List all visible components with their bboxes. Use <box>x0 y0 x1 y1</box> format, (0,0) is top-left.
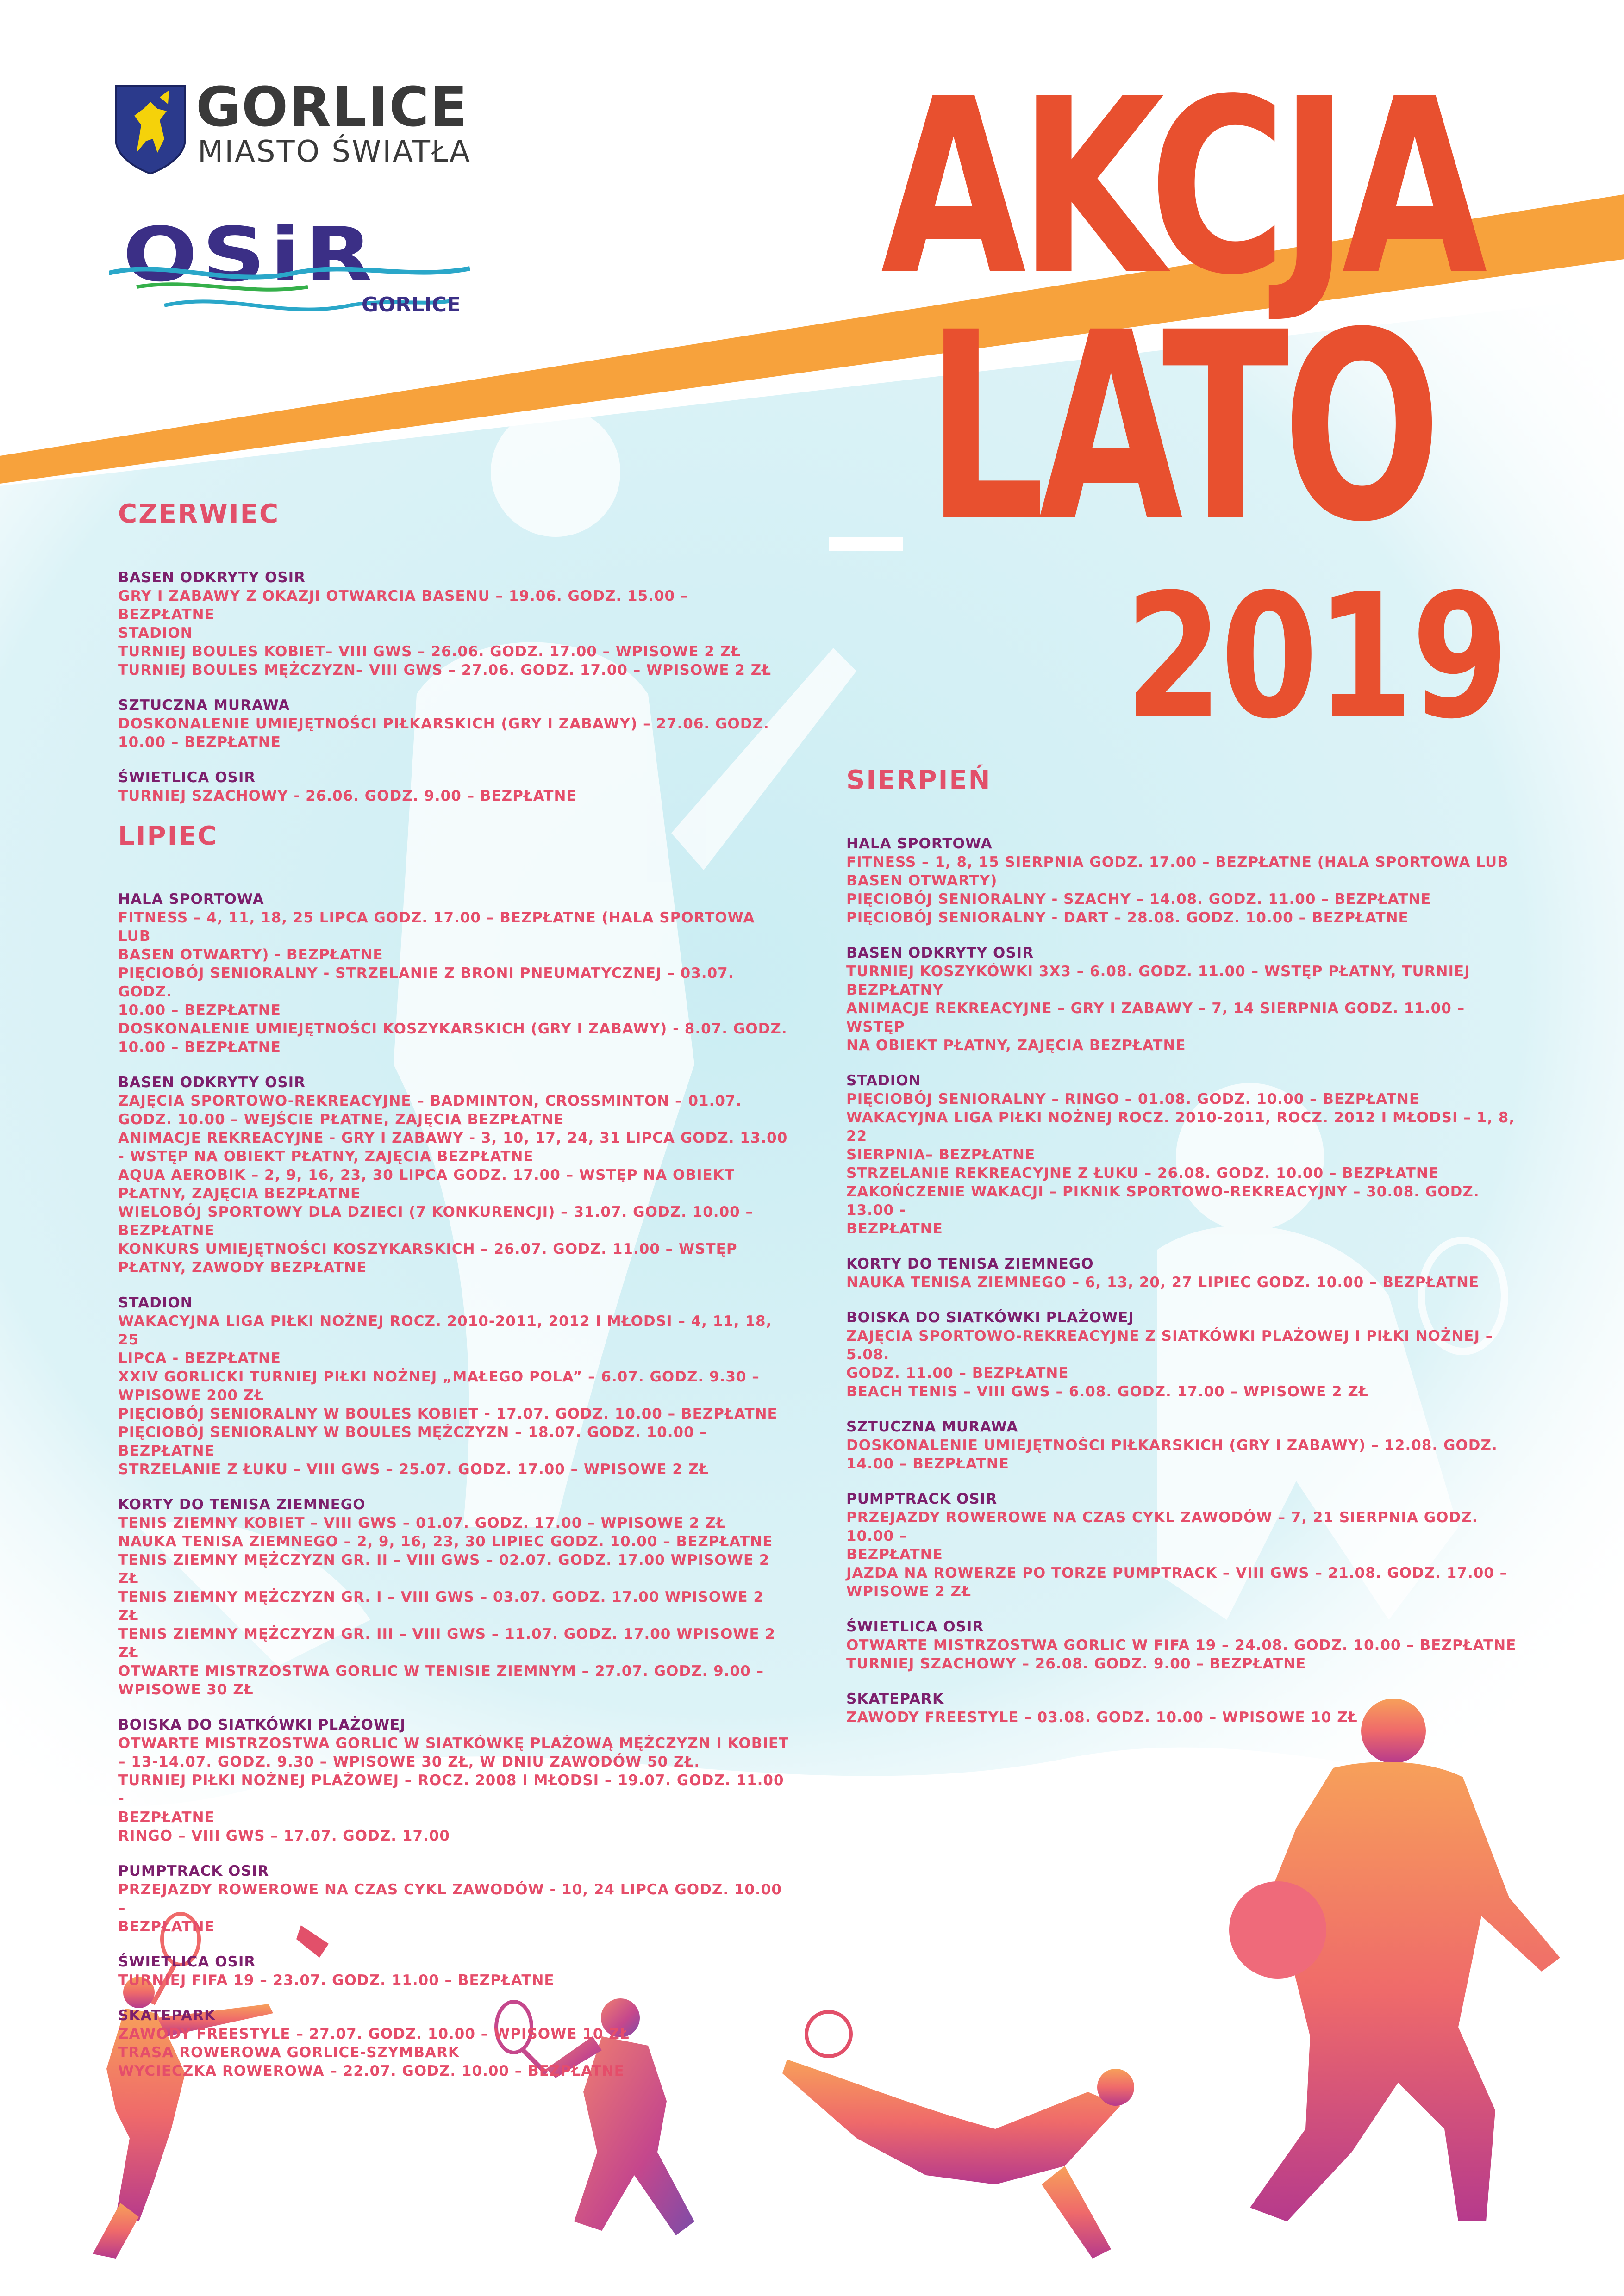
venue-block <box>846 1308 1527 1401</box>
osir-logo <box>109 211 470 319</box>
venue-heading: HALA SPORTOWA <box>118 891 264 908</box>
event-line: WPISOWE 30 ZŁ <box>118 1681 254 1699</box>
event-line: ZAJĘCIA SPORTOWO-REKREACYJNE – BADMINTON, CROSSMINTON – 01.07. <box>118 1093 742 1110</box>
event-line: WAKACYJNA LIGA PIŁKI NOŻNEJ ROCZ. 2010-2011, ROCZ. 2012 I MŁODSI – 1, 8, 22 <box>846 1109 1515 1145</box>
event-line: DOSKONALENIE UMIEJĘTNOŚCI KOSZYKARSKICH (GRY I ZABAWY) - 8.07. GODZ. <box>118 1020 787 1038</box>
venue-block <box>118 1294 789 1479</box>
venue-block <box>846 1690 1527 1727</box>
event-line: OTWARTE MISTRZOSTWA GORLIC W TENISIE ZIEMNYM – 27.07. GODZ. 9.00 – <box>118 1663 764 1680</box>
venue-block <box>118 1073 789 1277</box>
schedule-left-column <box>118 500 789 2097</box>
venue-heading: ŚWIETLICA OSIR <box>846 1618 984 1635</box>
event-line: WYCIECZKA ROWEROWA – 22.07. GODZ. 10.00 – BEZPŁATNE <box>118 2063 625 2080</box>
event-line: PŁATNY, ZAJĘCIA BEZPŁATNE <box>118 1185 361 1202</box>
lipiec-sections <box>118 890 789 2080</box>
venue-heading: KORTY DO TENISA ZIEMNEGO <box>846 1255 1094 1272</box>
headline-year: 2019 <box>1125 558 1507 757</box>
event-line: NAUKA TENISA ZIEMNEGO – 6, 13, 20, 27 LIPIEC GODZ. 10.00 – BEZPŁATNE <box>846 1274 1480 1291</box>
event-line: TURNIEJ SZACHOWY – 26.08. GODZ. 9.00 – BEZPŁATNE <box>846 1655 1306 1672</box>
event-line: TURNIEJ FIFA 19 – 23.07. GODZ. 11.00 – BEZPŁATNE <box>118 1972 555 1989</box>
event-line: PIĘCIOBÓJ SENIORALNY W BOULES KOBIET - 17.07. GODZ. 10.00 – BEZPŁATNE <box>118 1406 778 1423</box>
event-line: JAZDA NA ROWERZE PO TORZE PUMPTRACK – VIII GWS – 21.08. GODZ. 17.00 – <box>846 1564 1508 1581</box>
event-line: 10.00 – BEZPŁATNE <box>118 1002 281 1019</box>
event-line: - WSTĘP NA OBIEKT PŁATNY, ZAJĘCIA BEZPŁATNE <box>118 1148 534 1165</box>
event-line: STADION <box>118 624 193 641</box>
osir-city: GORLICE <box>361 293 461 317</box>
venue-block <box>118 568 789 679</box>
gorlice-crest-icon <box>113 83 187 176</box>
venue-block <box>118 696 789 752</box>
czerwiec-sections <box>118 568 789 805</box>
event-line: TURNIEJ PIŁKI NOŻNEJ PLAŻOWEJ – ROCZ. 2008 I MŁODSI – 19.07. GODZ. 11.00 - <box>118 1772 784 1808</box>
event-line: 10.00 – BEZPŁATNE <box>118 1039 281 1056</box>
event-line: OTWARTE MISTRZOSTWA GORLIC W SIATKÓWKĘ PLAŻOWĄ MĘŻCZYZN I KOBIET <box>118 1735 789 1752</box>
event-line: PIĘCIOBÓJ SENIORALNY - SZACHY – 14.08. GODZ. 11.00 – BEZPŁATNE <box>846 890 1431 908</box>
event-line: ANIMACJE REKREACYJNE – GRY I ZABAWY – 7, 14 SIERPNIA GODZ. 11.00 – WSTĘP <box>846 1000 1465 1035</box>
event-line: BEZPŁATNE <box>118 1809 215 1826</box>
venue-heading: PUMPTRACK OSIR <box>118 1863 269 1880</box>
venue-block <box>118 2006 789 2080</box>
venue-heading: SZTUCZNA MURAWA <box>846 1418 1018 1435</box>
osir-wordmark: OSiR <box>123 211 377 299</box>
event-line: PRZEJAZDY ROWEROWE NA CZAS CYKL ZAWODÓW – 7, 21 SIERPNIA GODZ. 10.00 – <box>846 1509 1478 1544</box>
event-line: NAUKA TENISA ZIEMNEGO – 2, 9, 16, 23, 30 LIPIEC GODZ. 10.00 – BEZPŁATNE <box>118 1533 773 1550</box>
event-line: BEACH TENIS – VIII GWS – 6.08. GODZ. 17.00 – WPISOWE 2 ZŁ <box>846 1383 1368 1400</box>
event-line: ZAKOŃCZENIE WAKACJI – PIKNIK SPORTOWO-REKREACYJNY – 30.08. GODZ. 13.00 - <box>846 1183 1480 1219</box>
city-tagline: MIASTO ŚWIATŁA <box>198 135 471 169</box>
event-line: AQUA AEROBIK – 2, 9, 16, 23, 30 LIPCA GODZ. 17.00 – WSTĘP NA OBIEKT <box>118 1167 735 1184</box>
event-line: RINGO – VIII GWS – 17.07. GODZ. 17.00 <box>118 1828 450 1845</box>
event-line: TURNIEJ KOSZYKÓWKI 3X3 – 6.08. GODZ. 11.00 – WSTĘP PŁATNY, TURNIEJ <box>846 963 1470 980</box>
soccer-player <box>782 2012 1134 2259</box>
event-line: FITNESS – 1, 8, 15 SIERPNIA GODZ. 17.00 – BEZPŁATNE (HALA SPORTOWA LUB <box>846 853 1509 871</box>
event-line: BEZPŁATNE <box>118 1222 215 1239</box>
event-line: WIELOBÓJ SPORTOWY DLA DZIECI (7 KONKURENCJI) – 31.07. GODZ. 10.00 – <box>118 1204 754 1221</box>
venue-block <box>118 1495 789 1699</box>
venue-heading: SZTUCZNA MURAWA <box>118 697 290 714</box>
event-line: XXIV GORLICKI TURNIEJ PIŁKI NOŻNEJ „MAŁEGO POLA” – 6.07. GODZ. 9.30 – <box>118 1369 760 1386</box>
event-line: 14.00 – BEZPŁATNE <box>846 1455 1009 1472</box>
event-line: BEZPŁATNE <box>118 1443 215 1460</box>
venue-heading: SKATEPARK <box>846 1690 944 1707</box>
event-line: DOSKONALENIE UMIEJĘTNOŚCI PIŁKARSKICH (GRY I ZABAWY) – 27.06. GODZ. <box>118 715 769 732</box>
venue-heading: HALA SPORTOWA <box>846 835 993 852</box>
event-line: TENIS ZIEMNY MĘŻCZYZN GR. I – VIII GWS – 03.07. GODZ. 17.00 WPISOWE 2 ZŁ <box>118 1589 764 1624</box>
event-line: ZAWODY FREESTYLE – 27.07. GODZ. 10.00 – WPISOWE 10 ZŁ <box>118 2026 630 2043</box>
event-line: SIERPNIA– BEZPŁATNE <box>846 1146 1036 1163</box>
headline-lato: LATO <box>926 277 1435 579</box>
headline-akcja: AKCJA <box>881 47 1480 328</box>
event-line: STRZELANIE Z ŁUKU – VIII GWS – 25.07. GODZ. 17.00 – WPISOWE 2 ZŁ <box>118 1461 709 1478</box>
venue-heading: BOISKA DO SIATKÓWKI PLAŻOWEJ <box>846 1309 1134 1326</box>
venue-block <box>846 1418 1527 1473</box>
event-line: PIĘCIOBÓJ SENIORALNY W BOULES MĘŻCZYZN – 18.07. GODZ. 10.00 – <box>118 1424 707 1441</box>
venue-block <box>846 1490 1527 1601</box>
venue-block <box>846 834 1527 927</box>
venue-heading: BASEN ODKRYTY OSIR <box>118 569 306 586</box>
event-line: STRZELANIE REKREACYJNE Z ŁUKU – 26.08. GODZ. 10.00 – BEZPŁATNE <box>846 1164 1439 1182</box>
event-line: NA OBIEKT PŁATNY, ZAJĘCIA BEZPŁATNE <box>846 1037 1186 1054</box>
event-line: ZAJĘCIA SPORTOWO-REKREACYJNE Z SIATKÓWKI PLAŻOWEJ I PIŁKI NOŻNEJ – 5.08. <box>846 1327 1493 1363</box>
gorlice-logo <box>113 75 475 176</box>
event-line: BEZPŁATNE <box>118 1918 215 1935</box>
event-line: 10.00 – BEZPŁATNE <box>118 734 281 751</box>
event-line: TENIS ZIEMNY MĘŻCZYZN GR. II – VIII GWS – 02.07. GODZ. 17.00 WPISOWE 2 ZŁ <box>118 1552 770 1587</box>
event-line: TRASA ROWEROWA GORLICE-SZYMBARK <box>118 2044 460 2061</box>
event-line: – 13-14.07. GODZ. 9.30 – WPISOWE 30 ZŁ, W DNIU ZAWODÓW 50 ZŁ. <box>118 1754 700 1771</box>
month-title-czerwiec: CZERWIEC <box>118 499 280 529</box>
event-line: TURNIEJ SZACHOWY - 26.06. GODZ. 9.00 – BEZPŁATNE <box>118 787 577 804</box>
venue-block <box>118 890 789 1057</box>
venue-heading: ŚWIETLICA OSIR <box>118 769 256 786</box>
event-line: PIĘCIOBÓJ SENIORALNY - STRZELANIE Z BRONI PNEUMATYCZNEJ – 03.07. GODZ. <box>118 965 734 1001</box>
venue-heading: BOISKA DO SIATKÓWKI PLAŻOWEJ <box>118 1717 406 1734</box>
venue-heading: PUMPTRACK OSIR <box>846 1490 998 1507</box>
event-line: WPISOWE 200 ZŁ <box>118 1387 264 1404</box>
event-line: BEZPŁATNY <box>846 981 944 998</box>
venue-heading: BASEN ODKRYTY OSIR <box>846 944 1034 961</box>
event-line: TURNIEJ BOULES MĘŻCZYZN– VIII GWS – 27.06. GODZ. 17.00 – WPISOWE 2 ZŁ <box>118 661 772 678</box>
event-line: WAKACYJNA LIGA PIŁKI NOŻNEJ ROCZ. 2010-2011, 2012 I MŁODSI – 4, 11, 18, 25 <box>118 1313 772 1349</box>
event-line: PŁATNY, ZAWODY BEZPŁATNE <box>118 1259 367 1276</box>
venue-block <box>846 944 1527 1055</box>
event-line: BASEN OTWARTY) - BEZPŁATNE <box>118 946 383 964</box>
venue-heading: STADION <box>118 1294 193 1312</box>
venue-block <box>846 1071 1527 1238</box>
venue-heading: SKATEPARK <box>118 2007 216 2024</box>
venue-heading: STADION <box>846 1072 921 1089</box>
event-line: GODZ. 10.00 – WEJŚCIE PŁATNE, ZAJĘCIA BEZPŁATNE <box>118 1111 564 1128</box>
event-line: FITNESS – 4, 11, 18, 25 LIPCA GODZ. 17.00 – BEZPŁATNE (HALA SPORTOWA LUB <box>118 909 755 945</box>
sierpien-sections <box>846 834 1527 1727</box>
venue-block <box>846 1618 1527 1673</box>
month-title-sierpien: SIERPIEŃ <box>846 765 992 795</box>
event-line: PRZEJAZDY ROWEROWE NA CZAS CYKL ZAWODÓW - 10, 24 LIPCA GODZ. 10.00 – <box>118 1881 782 1917</box>
event-line: ZŁ <box>118 1644 139 1661</box>
event-line: BASEN OTWARTY) <box>846 872 998 889</box>
event-line: LIPCA - BEZPŁATNE <box>118 1350 281 1367</box>
headline <box>787 47 1574 579</box>
event-line: DOSKONALENIE UMIEJĘTNOŚCI PIŁKARSKICH (GRY I ZABAWY) – 12.08. GODZ. <box>846 1437 1498 1454</box>
venue-block <box>118 1716 789 1845</box>
event-line: PIĘCIOBÓJ SENIORALNY - DART – 28.08. GODZ. 10.00 – BEZPŁATNE <box>846 909 1409 926</box>
event-line: GRY I ZABAWY Z OKAZJI OTWARCIA BASENU – 19.06. GODZ. 15.00 – BEZPŁATNE <box>118 587 688 623</box>
event-line: TENIS ZIEMNY MĘŻCZYZN GR. III – VIII GWS – 11.07. GODZ. 17.00 WPISOWE 2 <box>118 1626 776 1643</box>
event-line: ZAWODY FREESTYLE – 03.08. GODZ. 10.00 – WPISOWE 10 ZŁ <box>846 1709 1358 1726</box>
event-line: TENIS ZIEMNY KOBIET – VIII GWS – 01.07. GODZ. 17.00 – WPISOWE 2 ZŁ <box>118 1515 726 1532</box>
event-line: WPISOWE 2 ZŁ <box>846 1583 972 1600</box>
venue-block <box>118 1862 789 1936</box>
venue-block <box>118 768 789 805</box>
event-line: TURNIEJ BOULES KOBIET– VIII GWS – 26.06. GODZ. 17.00 – WPISOWE 2 ZŁ <box>118 643 741 660</box>
event-line: BEZPŁATNE <box>846 1546 943 1563</box>
event-line: GODZ. 11.00 – BEZPŁATNE <box>846 1364 1069 1381</box>
venue-heading: KORTY DO TENISA ZIEMNEGO <box>118 1496 366 1513</box>
city-name: GORLICE <box>196 75 468 139</box>
venue-block <box>118 1953 789 1990</box>
month-title-lipiec: LIPIEC <box>118 821 218 851</box>
event-line: BEZPŁATNE <box>846 1220 943 1237</box>
venue-heading: BASEN ODKRYTY OSIR <box>118 1074 306 1091</box>
event-line: PIĘCIOBÓJ SENIORALNY – RINGO – 01.08. GODZ. 10.00 – BEZPŁATNE <box>846 1090 1420 1108</box>
event-line: OTWARTE MISTRZOSTWA GORLIC W FIFA 19 – 24.08. GODZ. 10.00 – BEZPŁATNE <box>846 1636 1517 1654</box>
event-line: ANIMACJE REKREACYJNE - GRY I ZABAWY - 3, 10, 17, 24, 31 LIPCA GODZ. 13.00 <box>118 1130 788 1147</box>
venue-heading: ŚWIETLICA OSIR <box>118 1954 256 1971</box>
schedule-right-column <box>846 766 1527 1743</box>
venue-block <box>846 1255 1527 1292</box>
event-line: KONKURS UMIEJĘTNOŚCI KOSZYKARSKICH – 26.07. GODZ. 11.00 – WSTĘP <box>118 1241 737 1258</box>
